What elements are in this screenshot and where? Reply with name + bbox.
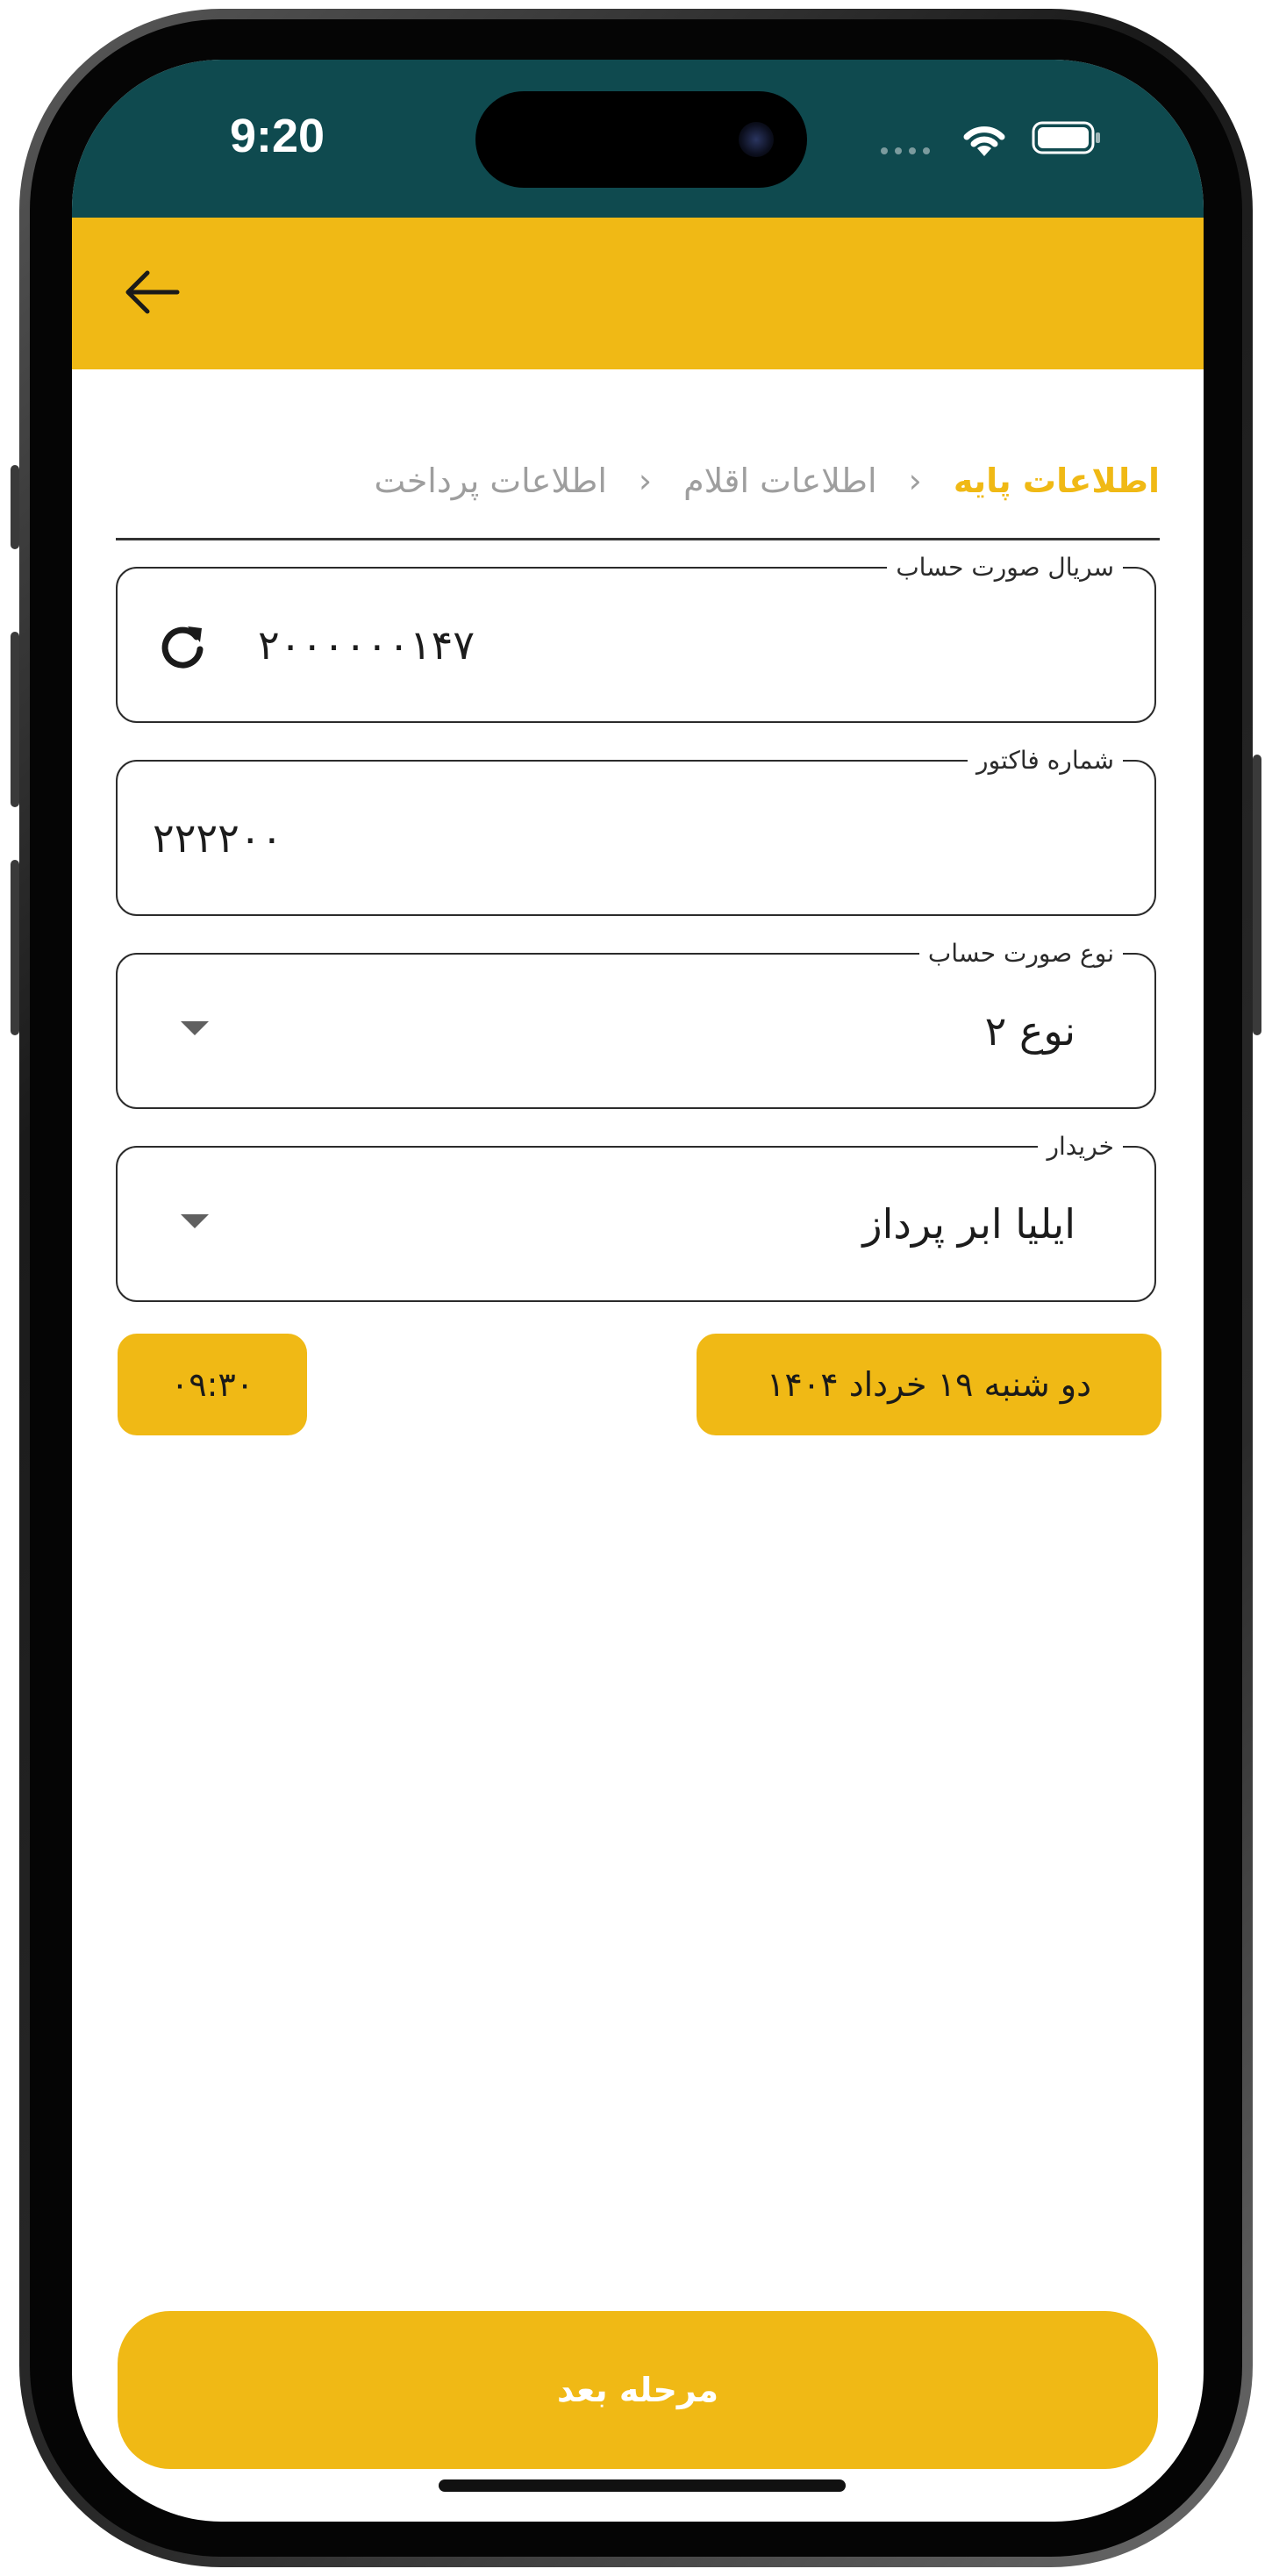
status-time: 9:20 — [230, 110, 325, 162]
buyer-label: خریدار — [1038, 1133, 1123, 1161]
invoice-number-label: شماره فاکتور — [968, 747, 1123, 775]
invoice-number-value: ۲۲۲۲۰۰ — [153, 814, 283, 862]
cellular-signal-icon — [881, 147, 930, 154]
volume-up-button — [11, 632, 19, 807]
arrow-left-icon[interactable] — [116, 261, 186, 323]
camera-icon — [739, 122, 774, 157]
dropdown-arrow-icon — [181, 1214, 209, 1228]
step-basic-info[interactable]: اطلاعات پایه — [953, 462, 1160, 500]
dynamic-island — [475, 91, 807, 188]
app-bar — [72, 218, 1204, 369]
volume-down-button — [11, 860, 19, 1035]
serial-label: سریال صورت حساب — [887, 554, 1123, 582]
invoice-type-dropdown[interactable] — [116, 939, 1156, 1109]
stepper — [116, 446, 1160, 516]
dropdown-arrow-icon — [181, 1021, 209, 1035]
power-button — [1253, 755, 1261, 1035]
action-button — [11, 465, 19, 549]
step-payment-info[interactable]: اطلاعات پرداخت — [374, 462, 607, 500]
wifi-icon — [958, 118, 1011, 161]
date-button[interactable]: دو شنبه ۱۹ خرداد ۱۴۰۴ — [697, 1334, 1161, 1435]
buyer-value: ایلیا ابر پرداز — [862, 1200, 1075, 1248]
home-indicator — [439, 2479, 846, 2492]
status-bar — [72, 60, 1204, 218]
battery-icon — [1032, 121, 1102, 154]
next-step-button[interactable]: مرحله بعد — [118, 2311, 1158, 2469]
invoice-type-label: نوع صورت حساب — [919, 940, 1123, 968]
serial-field[interactable] — [116, 553, 1156, 723]
buyer-dropdown[interactable] — [116, 1132, 1156, 1302]
screen — [72, 60, 1204, 2522]
invoice-number-field[interactable] — [116, 746, 1156, 916]
serial-value: ۲۰۰۰۰۰۰۱۴۷ — [258, 621, 475, 669]
time-button[interactable]: ۰۹:۳۰ — [118, 1334, 307, 1435]
invoice-type-value: نوع ۲ — [984, 1007, 1075, 1055]
step-items-info[interactable]: اطلاعات اقلام — [683, 462, 877, 500]
refresh-icon[interactable] — [156, 619, 209, 672]
stepper-divider — [116, 538, 1160, 540]
chevron-left-icon: ‹ — [638, 462, 653, 500]
chevron-left-icon: ‹ — [908, 462, 922, 500]
